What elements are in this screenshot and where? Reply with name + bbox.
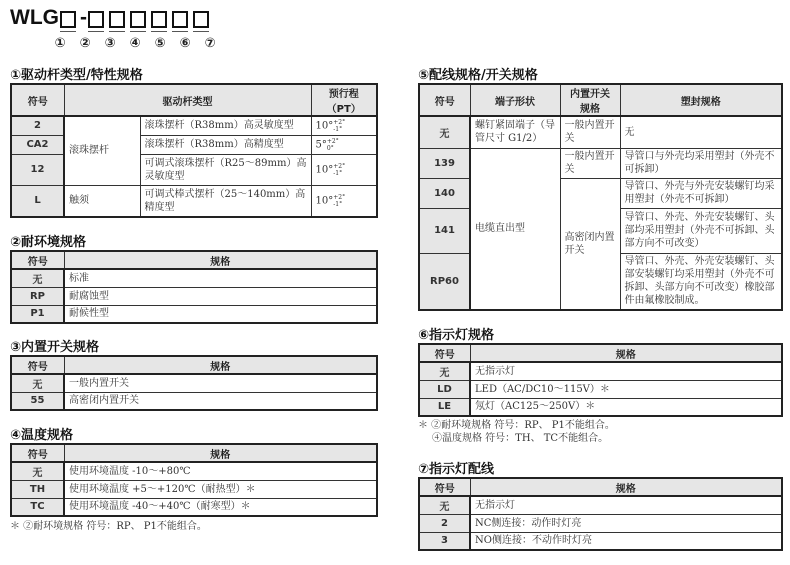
- model-prefix: WLG: [10, 6, 59, 29]
- header-symbol: 符号: [11, 84, 64, 116]
- spec: 无指示灯: [470, 496, 782, 514]
- position-5: ⑤: [154, 36, 166, 51]
- dash: -: [79, 6, 87, 29]
- symbol: P1: [11, 305, 64, 323]
- spec: LED（AC/DC10～115V）＊: [470, 380, 782, 398]
- position-6: ⑥: [179, 36, 191, 51]
- code-box-1: [60, 11, 76, 28]
- symbol: RP60: [419, 253, 470, 310]
- actuator-table: [10, 83, 378, 218]
- header-spec: 规格: [470, 478, 782, 496]
- environment-table: [10, 250, 378, 324]
- symbol: 无: [419, 116, 470, 148]
- spec: 标准: [64, 269, 377, 287]
- temperature-note: ＊ ②耐环境规格 符号：RP、 P1不能组合。: [10, 521, 207, 532]
- spec: 一般内置开关: [64, 374, 377, 392]
- header-spec: 规格: [64, 444, 377, 462]
- position-numbers: [52, 36, 218, 51]
- switch-table: [10, 355, 378, 411]
- symbol: 55: [11, 392, 64, 410]
- section-3-title: ③内置开关规格: [10, 340, 100, 355]
- switch-type: 一般内置开关: [560, 148, 620, 178]
- model-code: [10, 6, 213, 30]
- pt-upper: +2°: [326, 137, 339, 145]
- position-7: ⑦: [204, 36, 216, 51]
- header-spec: 规格: [64, 356, 377, 374]
- spec: 使用环境温度 +5～+120℃（耐热型）＊: [64, 480, 377, 498]
- header-actuator-type: 驱动杆类型: [64, 84, 311, 116]
- symbol: 141: [419, 208, 470, 253]
- section-6-title: ⑥指示灯规格: [418, 328, 495, 343]
- spec: 使用环境温度 -40～+40℃（耐寒型）＊: [64, 498, 377, 516]
- actuator-type: 可调式滚珠摆杆（R25～89mm）高灵敏度型: [140, 154, 311, 185]
- spec: NC侧连接：动作时灯亮: [470, 514, 782, 532]
- header-switch: 内置开关 规格: [560, 84, 620, 116]
- pretravel: [311, 135, 377, 154]
- pt-upper: +2°: [333, 118, 346, 126]
- header-symbol: 符号: [419, 344, 470, 362]
- symbol: TC: [11, 498, 64, 516]
- indicator-note-2: ④温度规格 符号：TH、 TC不能组合。: [432, 433, 609, 444]
- header-seal: 塑封规格: [620, 84, 782, 116]
- header-pretravel: 预行程 （PT）: [311, 84, 377, 116]
- code-box-7: [193, 11, 209, 28]
- header-spec: 规格: [470, 344, 782, 362]
- actuator-group: 滚珠摆杆: [64, 116, 140, 185]
- header-symbol: 符号: [11, 444, 64, 462]
- symbol: 139: [419, 148, 470, 178]
- symbol: LD: [419, 380, 470, 398]
- seal-spec: 导管口、外壳与外壳安装螺钉均采用塑封（外壳不可拆卸）: [620, 178, 782, 208]
- symbol: L: [11, 185, 64, 217]
- pt-lower: -1°: [333, 200, 343, 208]
- seal-spec: 无: [620, 116, 782, 148]
- spec: 高密闭内置开关: [64, 392, 377, 410]
- symbol: TH: [11, 480, 64, 498]
- symbol: 无: [11, 374, 64, 392]
- section-4-title: ④温度规格: [10, 428, 74, 443]
- symbol: 无: [419, 496, 470, 514]
- pt-lower: -1°: [333, 125, 343, 133]
- seal-spec: 导管口、外壳、外壳安装螺钉、头部均采用塑封（外壳不可拆卸、头部方向不可改变）: [620, 208, 782, 253]
- symbol: 无: [11, 462, 64, 480]
- section-2-title: ②耐环境规格: [10, 235, 87, 250]
- terminal-type: 电缆直出型: [470, 148, 560, 310]
- symbol: 3: [419, 532, 470, 550]
- switch-type: 一般内置开关: [560, 116, 620, 148]
- symbol: 140: [419, 178, 470, 208]
- symbol: 无: [11, 269, 64, 287]
- pt-lower: -1°: [333, 169, 343, 177]
- symbol: RP: [11, 287, 64, 305]
- actuator-group: 触须: [64, 185, 140, 217]
- temperature-table: [10, 443, 378, 517]
- header-terminal: 端子形状: [470, 84, 560, 116]
- position-4: ④: [129, 36, 141, 51]
- pt-lower: 0°: [326, 144, 334, 152]
- code-box-4: [130, 11, 146, 28]
- pt-upper: +2°: [333, 162, 346, 170]
- seal-spec: 导管口、外壳、外壳安装螺钉、头部安装螺钉均采用塑封（外壳不可拆卸、头部方向不可改变）橡胶部件由氟橡胶制成。: [620, 253, 782, 310]
- actuator-type: 滚珠摆杆（R38mm）高灵敏度型: [140, 116, 311, 135]
- symbol: 12: [11, 154, 64, 185]
- switch-type: 高密闭内置开关: [560, 178, 620, 310]
- pt-value: 5°: [315, 139, 327, 150]
- header-symbol: 符号: [419, 84, 470, 116]
- pretravel: [311, 116, 377, 135]
- terminal-type: 螺钉紧固端子（导管尺寸 G1/2）: [470, 116, 560, 148]
- position-2: ②: [79, 36, 91, 51]
- pt-upper: +2°: [333, 193, 346, 201]
- indicator-wiring-table: [418, 477, 783, 551]
- header-symbol: 符号: [11, 356, 64, 374]
- spec: 无指示灯: [470, 362, 782, 380]
- position-1: ①: [54, 36, 66, 51]
- header-spec: 规格: [64, 251, 377, 269]
- section-7-title: ⑦指示灯配线: [418, 462, 495, 477]
- code-box-3: [109, 11, 125, 28]
- symbol: 2: [11, 116, 64, 135]
- pretravel: [311, 154, 377, 185]
- pt-value: 10°: [315, 195, 334, 207]
- code-box-5: [151, 11, 167, 28]
- symbol: 2: [419, 514, 470, 532]
- pretravel: [311, 185, 377, 217]
- indicator-table: [418, 343, 783, 417]
- pt-value: 10°: [315, 120, 334, 132]
- seal-spec: 导管口与外壳均采用塑封（外壳不可拆卸）: [620, 148, 782, 178]
- header-symbol: 符号: [419, 478, 470, 496]
- spec: 氖灯（AC125～250V）＊: [470, 398, 782, 416]
- code-box-6: [172, 11, 188, 28]
- header-symbol: 符号: [11, 251, 64, 269]
- spec: 耐候性型: [64, 305, 377, 323]
- actuator-type: 可调式棒式摆杆（25～140mm）高精度型: [140, 185, 311, 217]
- symbol: LE: [419, 398, 470, 416]
- section-5-title: ⑤配线规格/开关规格: [418, 68, 538, 83]
- wiring-table: [418, 83, 783, 311]
- code-box-2: [88, 11, 104, 28]
- spec: 耐腐蚀型: [64, 287, 377, 305]
- symbol: CA2: [11, 135, 64, 154]
- actuator-type: 滚珠摆杆（R38mm）高精度型: [140, 135, 311, 154]
- symbol: 无: [419, 362, 470, 380]
- pt-value: 10°: [315, 164, 334, 175]
- spec: NO侧连接：不动作时灯亮: [470, 532, 782, 550]
- spec: 使用环境温度 -10～+80℃: [64, 462, 377, 480]
- position-3: ③: [104, 36, 116, 51]
- section-1-title: ①驱动杆类型/特性规格: [10, 68, 143, 83]
- indicator-note-1: ＊ ②耐环境规格 符号：RP、 P1不能组合。: [418, 420, 615, 431]
